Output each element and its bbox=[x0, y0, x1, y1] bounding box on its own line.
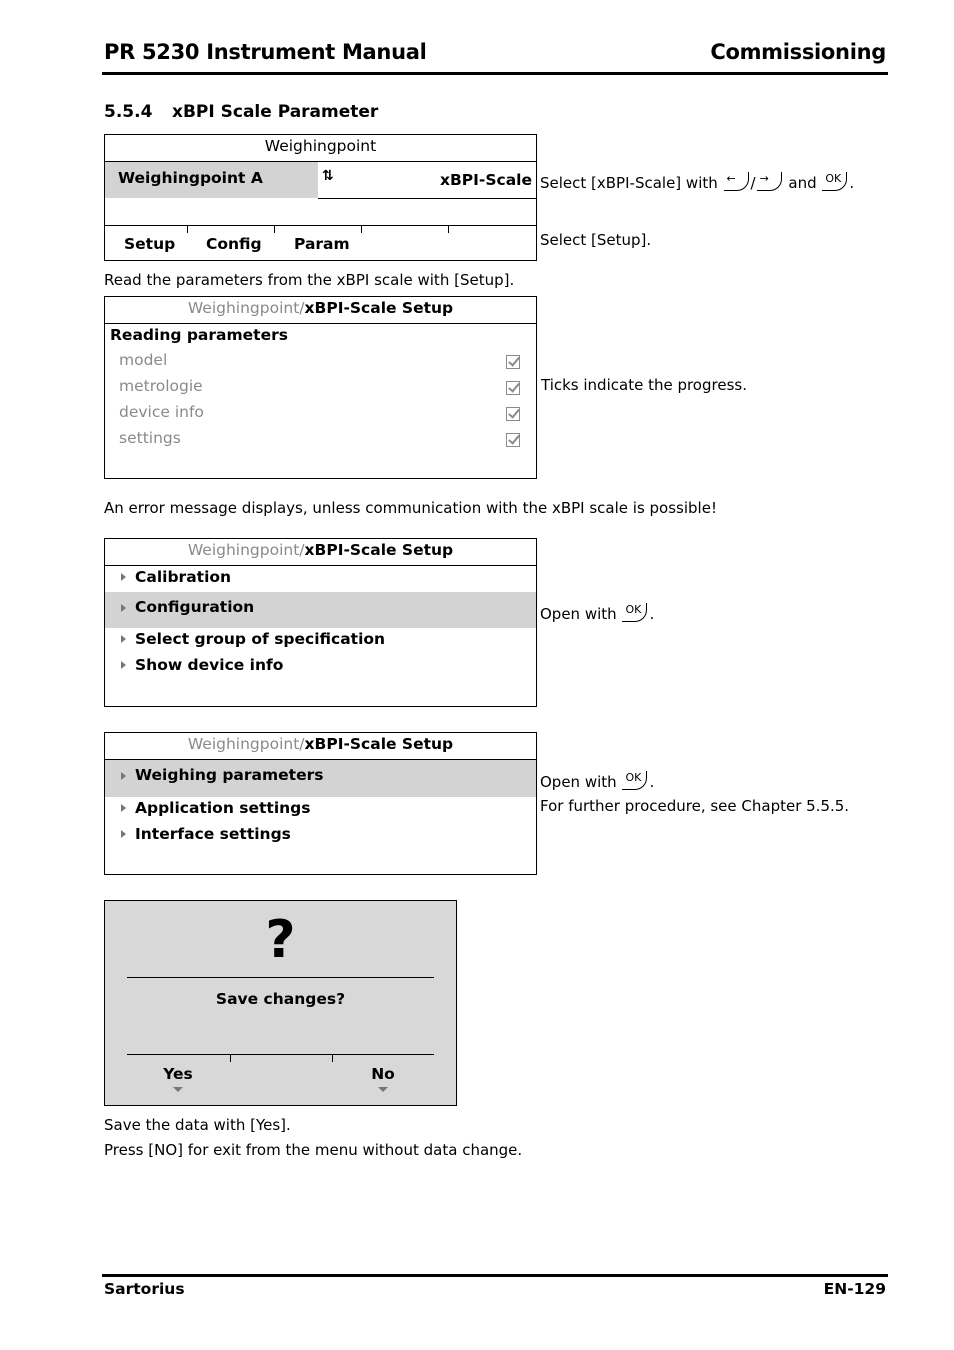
menu-item-label: Interface settings bbox=[135, 825, 291, 843]
manual-title: PR 5230 Instrument Manual bbox=[104, 40, 427, 64]
dialog-question: Save changes? bbox=[215, 990, 346, 1008]
softkey-tick bbox=[230, 1054, 231, 1062]
caret-right-icon bbox=[121, 661, 126, 669]
menu-item-label: Select group of specification bbox=[135, 630, 386, 648]
reading-parameters-screen bbox=[104, 296, 537, 479]
exit-note: Press [NO] for exit from the menu without data change. bbox=[104, 1141, 523, 1159]
softkey-param[interactable]: Param bbox=[294, 235, 350, 253]
checkbox-checked-icon bbox=[506, 407, 520, 421]
footer-rule bbox=[102, 1274, 888, 1277]
softkey-config[interactable]: Config bbox=[206, 235, 262, 253]
open-with-text: Open with bbox=[540, 773, 617, 791]
chapter-title: Commissioning bbox=[710, 40, 886, 64]
softkey-tick bbox=[332, 1054, 333, 1062]
ok-key-glyph: OK bbox=[625, 771, 642, 784]
screen-title bbox=[105, 735, 536, 753]
ok-key-icon bbox=[822, 172, 848, 192]
scale-type-value: xBPI-Scale bbox=[439, 171, 532, 189]
menu-item-label: Configuration bbox=[135, 598, 255, 616]
title-current: xBPI-Scale Setup bbox=[304, 541, 454, 559]
menu-item-label: Weighing parameters bbox=[135, 766, 324, 784]
screen-title: Weighingpoint bbox=[264, 137, 377, 155]
section-title: xBPI Scale Parameter bbox=[172, 102, 379, 122]
weighingpoint-label-cell[interactable] bbox=[105, 162, 318, 198]
dialog-divider bbox=[127, 977, 434, 978]
screen-title bbox=[105, 299, 536, 317]
weighingpoint-label: Weighingpoint A bbox=[118, 169, 263, 187]
title-path: Weighingpoint/ bbox=[187, 541, 305, 559]
select-setup-note: Select [Setup]. bbox=[540, 231, 652, 249]
param-settings: settings bbox=[119, 429, 181, 447]
menu-item-interface-settings[interactable] bbox=[105, 823, 536, 849]
caret-right-icon bbox=[121, 804, 126, 812]
checkbox-checked-icon bbox=[506, 381, 520, 395]
ok-key-glyph: OK bbox=[825, 172, 842, 185]
page-number: EN-129 bbox=[823, 1280, 886, 1298]
left-key-glyph: ← bbox=[726, 172, 736, 185]
param-model: model bbox=[119, 351, 168, 369]
menu-item-configuration[interactable] bbox=[105, 592, 536, 628]
no-label: No bbox=[371, 1065, 395, 1083]
menu-item-show-device-info[interactable] bbox=[105, 654, 536, 680]
caret-right-icon bbox=[121, 772, 126, 780]
caret-right-icon bbox=[121, 573, 126, 581]
question-mark-icon: ? bbox=[265, 910, 296, 970]
softkey-tick bbox=[274, 225, 275, 233]
softkey-setup[interactable]: Setup bbox=[124, 235, 176, 253]
no-button[interactable] bbox=[358, 1064, 408, 1102]
softkey-tick bbox=[187, 225, 188, 233]
ok-key-glyph: OK bbox=[625, 603, 642, 616]
title-current: xBPI-Scale Setup bbox=[304, 299, 454, 317]
caret-right-icon bbox=[121, 604, 126, 612]
menu-item-label: Application settings bbox=[135, 799, 311, 817]
period: . bbox=[849, 174, 855, 192]
header-rule bbox=[102, 72, 888, 75]
caret-right-icon bbox=[121, 635, 126, 643]
divider bbox=[105, 323, 536, 324]
title-path: Weighingpoint/ bbox=[187, 735, 305, 753]
softkey-tick bbox=[361, 225, 362, 233]
period: . bbox=[649, 773, 655, 791]
yes-label: Yes bbox=[163, 1065, 193, 1083]
error-note: An error message displays, unless communication with the xBPI scale is possible! bbox=[104, 499, 717, 517]
menu-item-label: Calibration bbox=[135, 568, 232, 586]
select-scale-note: Select [xBPI-Scale] with ← / → and OK . bbox=[540, 172, 855, 192]
left-arrow-key-icon bbox=[724, 172, 750, 192]
period: . bbox=[649, 605, 655, 623]
weighingpoint-screen bbox=[104, 134, 537, 261]
yes-button[interactable] bbox=[153, 1064, 203, 1102]
softkey-tick bbox=[448, 225, 449, 233]
right-key-glyph: → bbox=[759, 172, 769, 185]
menu-item-label: Show device info bbox=[135, 656, 284, 674]
ticks-note: Ticks indicate the progress. bbox=[541, 376, 747, 394]
softkey-divider bbox=[127, 1054, 434, 1055]
softkey-down-icon bbox=[173, 1087, 183, 1092]
section-heading bbox=[104, 102, 378, 122]
ok-key-icon bbox=[622, 771, 648, 791]
company-name: Sartorius bbox=[104, 1280, 185, 1298]
menu-item-weighing-parameters[interactable] bbox=[105, 760, 536, 797]
read-parameters-note: Read the parameters from the xBPI scale with [Setup]. bbox=[104, 271, 515, 289]
open-with-note bbox=[540, 771, 654, 791]
checkbox-checked-icon bbox=[506, 433, 520, 447]
title-path: Weighingpoint/ bbox=[187, 299, 305, 317]
open-with-text: Open with bbox=[540, 605, 617, 623]
further-procedure-note: For further procedure, see Chapter 5.5.5. bbox=[540, 797, 850, 815]
softkey-down-icon bbox=[378, 1087, 388, 1092]
ok-key-icon bbox=[622, 603, 648, 623]
caret-right-icon bbox=[121, 830, 126, 838]
param-device-info: device info bbox=[119, 403, 204, 421]
configuration-menu bbox=[104, 732, 537, 875]
section-number: 5.5.4 bbox=[104, 102, 153, 122]
menu-item-application-settings[interactable] bbox=[105, 797, 536, 823]
menu-item-calibration[interactable] bbox=[105, 566, 536, 592]
save-changes-dialog bbox=[104, 900, 457, 1106]
reading-parameters-heading: Reading parameters bbox=[110, 326, 288, 344]
save-data-note: Save the data with [Yes]. bbox=[104, 1116, 291, 1134]
and-text: and bbox=[788, 174, 817, 192]
swap-arrows-icon: ⇅ bbox=[322, 168, 334, 184]
softkey-divider bbox=[105, 225, 536, 226]
scale-setup-menu bbox=[104, 538, 537, 707]
open-with-note bbox=[540, 603, 654, 623]
param-metrologie: metrologie bbox=[119, 377, 203, 395]
select-scale-text: Select [xBPI-Scale] with bbox=[540, 174, 718, 192]
right-arrow-key-icon bbox=[757, 172, 783, 192]
menu-item-select-group[interactable] bbox=[105, 628, 536, 654]
checkbox-checked-icon bbox=[506, 355, 520, 369]
screen-title bbox=[105, 541, 536, 559]
scale-type-field[interactable] bbox=[318, 162, 536, 199]
title-current: xBPI-Scale Setup bbox=[304, 735, 454, 753]
